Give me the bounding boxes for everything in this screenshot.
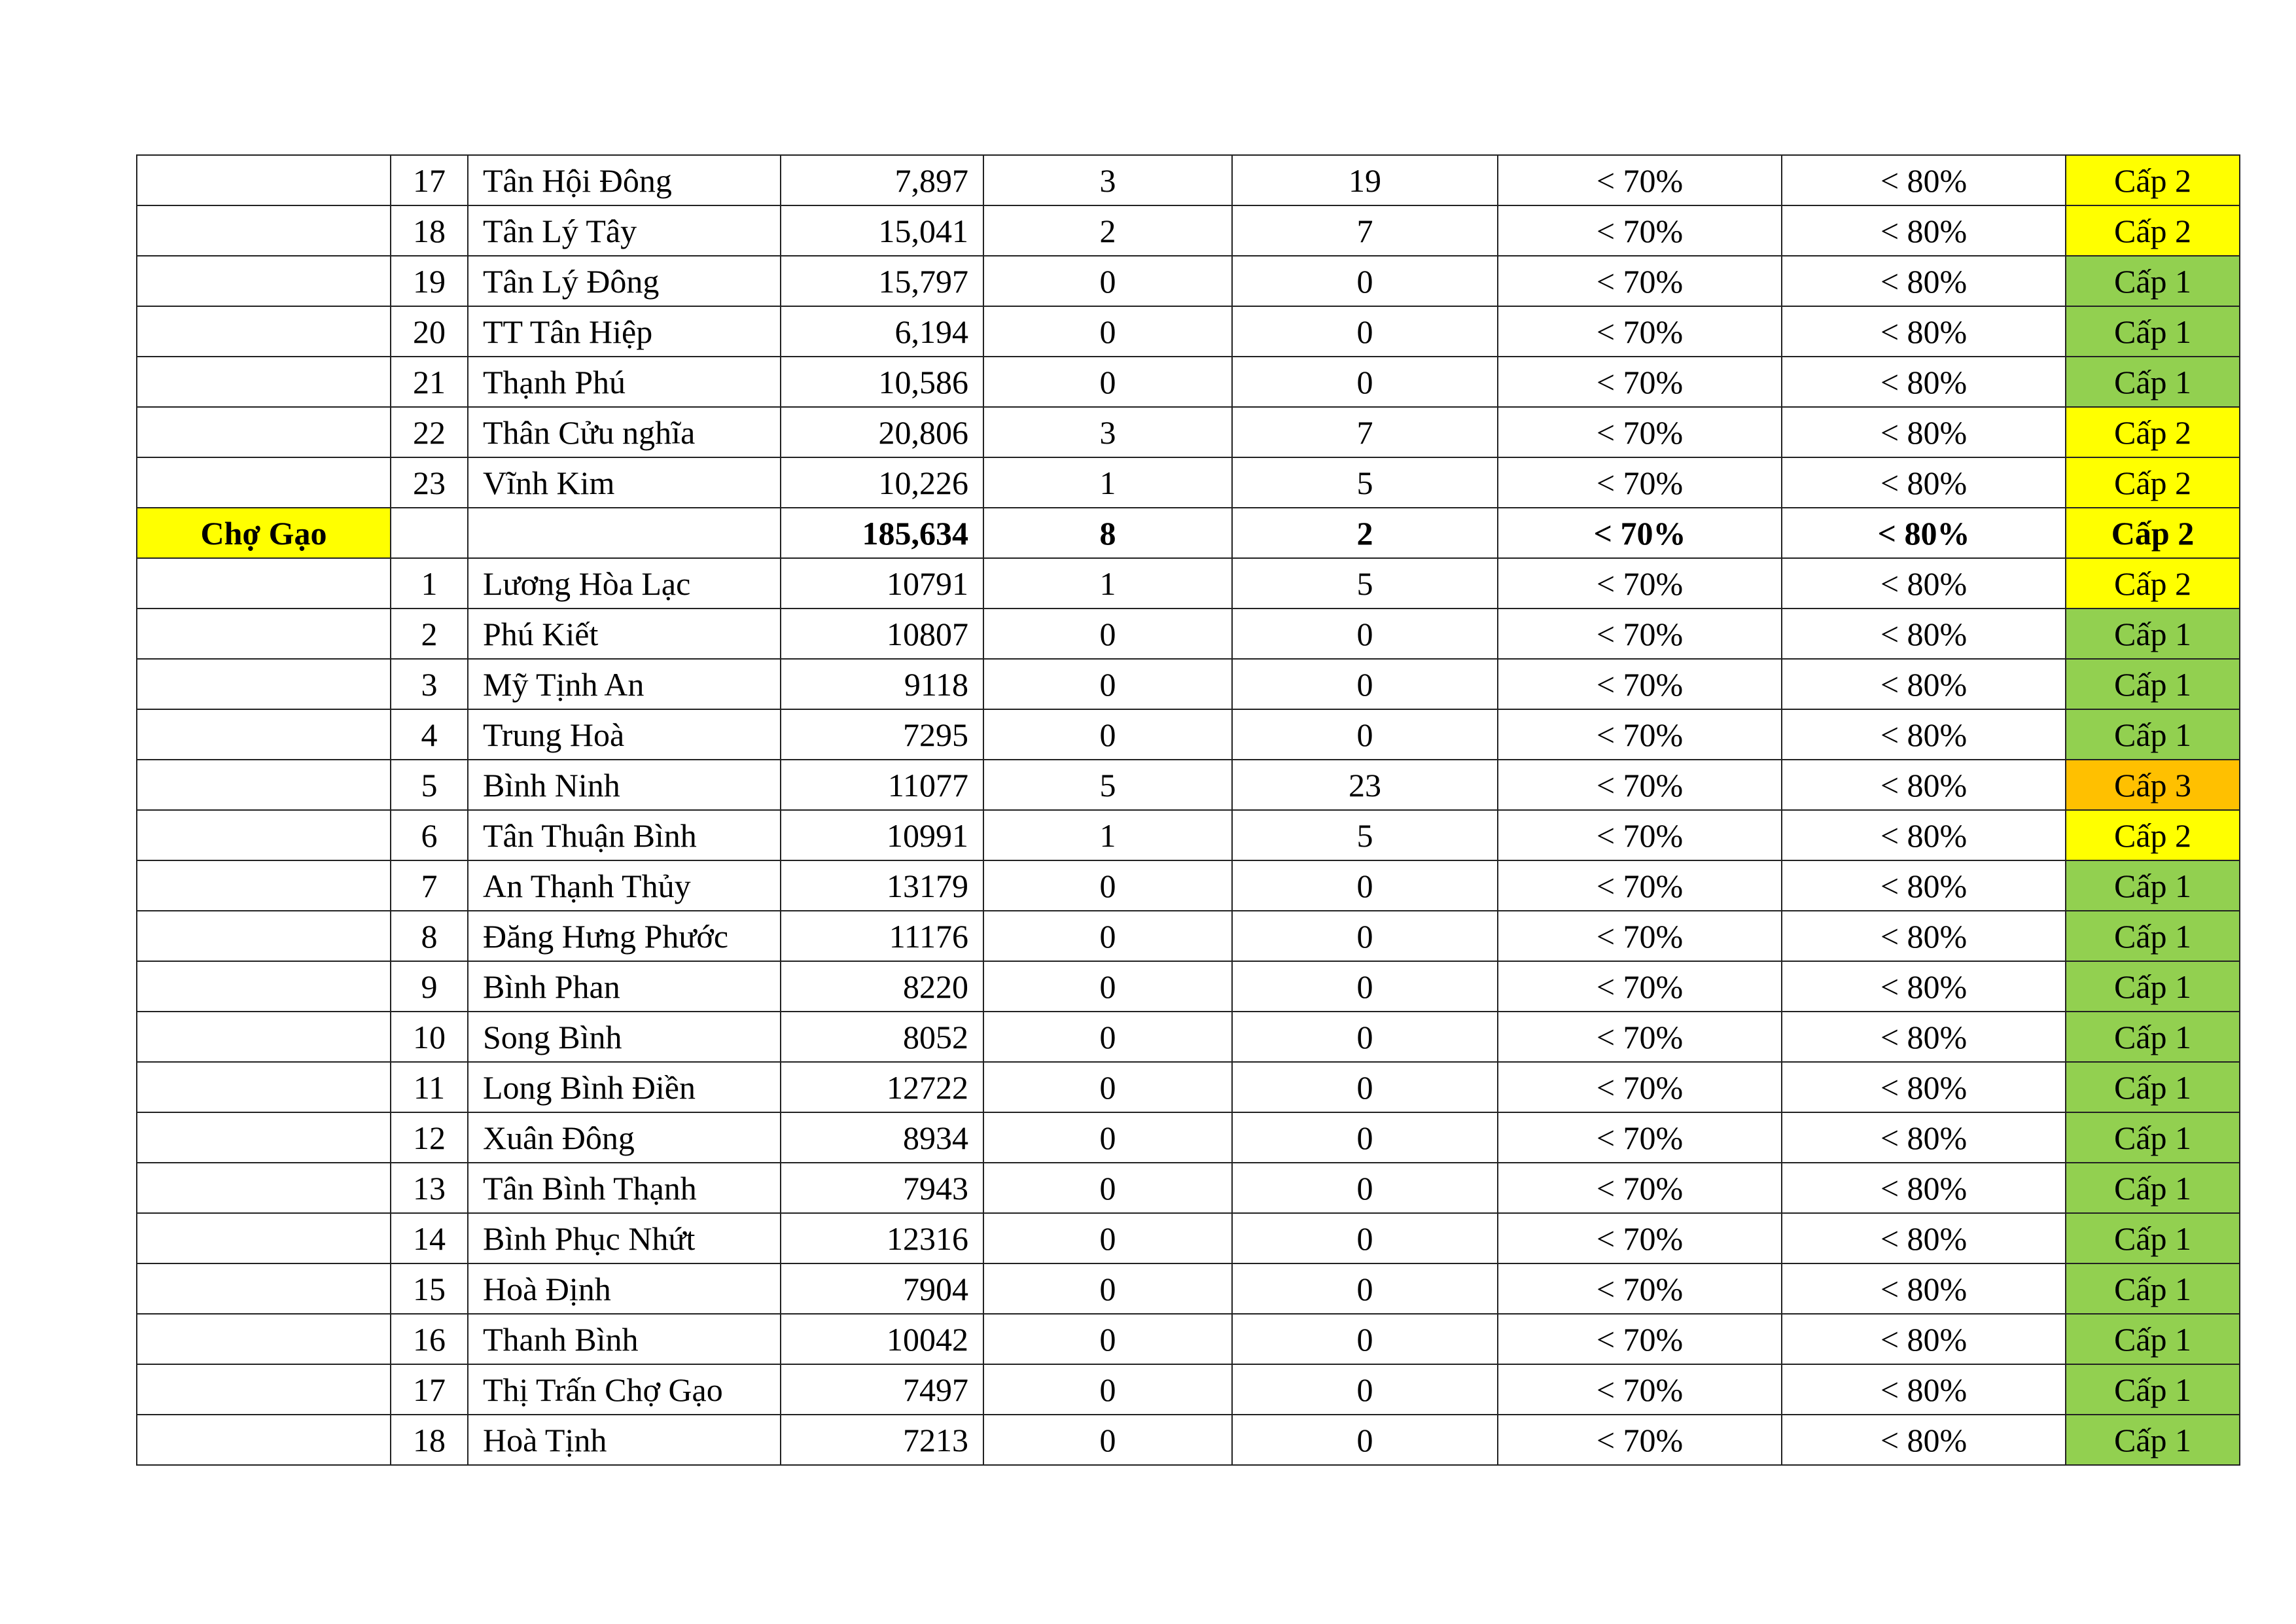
index-cell: 9 <box>391 961 468 1012</box>
commune-name-cell: Thị Trấn Chợ Gạo <box>468 1364 781 1415</box>
count-b-cell: 0 <box>1232 1364 1498 1415</box>
rate-70-cell: < 70% <box>1498 205 1782 256</box>
rate-70-cell: < 70% <box>1498 306 1782 357</box>
level-badge: Cấp 2 <box>2066 155 2240 205</box>
district-cell <box>137 558 391 609</box>
level-badge: Cấp 2 <box>2066 558 2240 609</box>
count-a-cell: 0 <box>983 1213 1232 1263</box>
population-cell: 7943 <box>781 1163 983 1213</box>
count-a-cell: 0 <box>983 357 1232 407</box>
count-b-cell: 7 <box>1232 407 1498 457</box>
commune-name-cell: Thanh Bình <box>468 1314 781 1364</box>
district-cell <box>137 1314 391 1364</box>
count-a-cell: 5 <box>983 760 1232 810</box>
index-cell: 15 <box>391 1263 468 1314</box>
commune-name-cell: Lương Hòa Lạc <box>468 558 781 609</box>
rate-70-cell: < 70% <box>1498 609 1782 659</box>
commune-name-cell: Đăng Hưng Phước <box>468 911 781 961</box>
count-b-cell: 5 <box>1232 457 1498 508</box>
table-row <box>137 306 2240 357</box>
district-cell <box>137 609 391 659</box>
level-badge: Cấp 1 <box>2066 306 2240 357</box>
rate-80-cell: < 80% <box>1782 1163 2066 1213</box>
level-badge: Cấp 1 <box>2066 357 2240 407</box>
index-cell: 14 <box>391 1213 468 1263</box>
rate-80-cell: < 80% <box>1782 1415 2066 1465</box>
rate-70-cell: < 70% <box>1498 961 1782 1012</box>
count-a-cell: 0 <box>983 1012 1232 1062</box>
count-b-cell: 19 <box>1232 155 1498 205</box>
district-cell <box>137 1364 391 1415</box>
district-cell <box>137 709 391 760</box>
level-badge: Cấp 3 <box>2066 760 2240 810</box>
index-cell: 3 <box>391 659 468 709</box>
commune-name-cell: Phú Kiết <box>468 609 781 659</box>
count-b-cell: 2 <box>1232 508 1498 558</box>
rate-80-cell: < 80% <box>1782 1112 2066 1163</box>
rate-80-cell: < 80% <box>1782 1263 2066 1314</box>
district-cell <box>137 205 391 256</box>
district-cell <box>137 357 391 407</box>
population-cell: 10,586 <box>781 357 983 407</box>
district-cell <box>137 1213 391 1263</box>
count-a-cell: 1 <box>983 558 1232 609</box>
rate-70-cell: < 70% <box>1498 508 1782 558</box>
count-b-cell: 0 <box>1232 306 1498 357</box>
index-cell: 10 <box>391 1012 468 1062</box>
count-b-cell: 7 <box>1232 205 1498 256</box>
rate-70-cell: < 70% <box>1498 1062 1782 1112</box>
table-row <box>137 810 2240 860</box>
count-a-cell: 0 <box>983 911 1232 961</box>
table-row <box>137 911 2240 961</box>
rate-80-cell: < 80% <box>1782 357 2066 407</box>
count-a-cell: 2 <box>983 205 1232 256</box>
district-cell <box>137 306 391 357</box>
rate-70-cell: < 70% <box>1498 760 1782 810</box>
rate-70-cell: < 70% <box>1498 1213 1782 1263</box>
level-badge: Cấp 1 <box>2066 1314 2240 1364</box>
commune-name-cell: Tân Lý Đông <box>468 256 781 306</box>
count-b-cell: 0 <box>1232 709 1498 760</box>
count-a-cell: 0 <box>983 256 1232 306</box>
table-row <box>137 1263 2240 1314</box>
count-a-cell: 1 <box>983 810 1232 860</box>
commune-name-cell: Song Bình <box>468 1012 781 1062</box>
population-cell: 11077 <box>781 760 983 810</box>
commune-name-cell: Hoà Tịnh <box>468 1415 781 1465</box>
index-cell: 23 <box>391 457 468 508</box>
count-a-cell: 3 <box>983 407 1232 457</box>
population-cell: 20,806 <box>781 407 983 457</box>
index-cell: 7 <box>391 860 468 911</box>
count-a-cell: 0 <box>983 860 1232 911</box>
count-b-cell: 5 <box>1232 558 1498 609</box>
commune-name-cell: Mỹ Tịnh An <box>468 659 781 709</box>
count-a-cell: 0 <box>983 1062 1232 1112</box>
commune-name-cell: Thạnh Phú <box>468 357 781 407</box>
count-a-cell: 0 <box>983 1263 1232 1314</box>
level-badge: Cấp 2 <box>2066 810 2240 860</box>
population-cell: 9118 <box>781 659 983 709</box>
district-cell: Chợ Gạo <box>137 508 391 558</box>
level-badge: Cấp 1 <box>2066 1163 2240 1213</box>
level-badge: Cấp 1 <box>2066 1213 2240 1263</box>
rate-70-cell: < 70% <box>1498 860 1782 911</box>
population-cell: 8220 <box>781 961 983 1012</box>
count-a-cell: 8 <box>983 508 1232 558</box>
district-cell <box>137 659 391 709</box>
level-badge: Cấp 2 <box>2066 407 2240 457</box>
district-cell <box>137 810 391 860</box>
count-a-cell: 0 <box>983 1364 1232 1415</box>
count-a-cell: 3 <box>983 155 1232 205</box>
table-row <box>137 1364 2240 1415</box>
commune-name-cell: Tân Thuận Bình <box>468 810 781 860</box>
level-badge: Cấp 1 <box>2066 1364 2240 1415</box>
district-summary-row <box>137 508 2240 558</box>
district-cell <box>137 457 391 508</box>
count-b-cell: 0 <box>1232 609 1498 659</box>
population-cell: 13179 <box>781 860 983 911</box>
rate-70-cell: < 70% <box>1498 659 1782 709</box>
count-b-cell: 0 <box>1232 961 1498 1012</box>
level-badge: Cấp 1 <box>2066 1062 2240 1112</box>
district-cell <box>137 1263 391 1314</box>
rate-80-cell: < 80% <box>1782 155 2066 205</box>
district-cell <box>137 961 391 1012</box>
rate-70-cell: < 70% <box>1498 1012 1782 1062</box>
table-row <box>137 1012 2240 1062</box>
district-cell <box>137 1112 391 1163</box>
index-cell: 11 <box>391 1062 468 1112</box>
population-cell: 6,194 <box>781 306 983 357</box>
level-badge: Cấp 1 <box>2066 860 2240 911</box>
count-b-cell: 0 <box>1232 357 1498 407</box>
count-a-cell: 0 <box>983 1112 1232 1163</box>
rate-80-cell: < 80% <box>1782 609 2066 659</box>
index-cell: 17 <box>391 1364 468 1415</box>
count-b-cell: 0 <box>1232 1314 1498 1364</box>
count-b-cell: 0 <box>1232 1163 1498 1213</box>
table-row <box>137 760 2240 810</box>
index-cell: 16 <box>391 1314 468 1364</box>
rate-70-cell: < 70% <box>1498 357 1782 407</box>
commune-name-cell: Tân Lý Tây <box>468 205 781 256</box>
count-a-cell: 0 <box>983 1415 1232 1465</box>
rate-70-cell: < 70% <box>1498 457 1782 508</box>
district-cell <box>137 1062 391 1112</box>
rate-70-cell: < 70% <box>1498 155 1782 205</box>
rate-80-cell: < 80% <box>1782 911 2066 961</box>
population-cell: 7497 <box>781 1364 983 1415</box>
population-cell: 7213 <box>781 1415 983 1465</box>
rate-80-cell: < 80% <box>1782 1012 2066 1062</box>
population-cell: 15,041 <box>781 205 983 256</box>
rate-70-cell: < 70% <box>1498 1263 1782 1314</box>
rate-80-cell: < 80% <box>1782 306 2066 357</box>
commune-name-cell: Thân Cửu nghĩa <box>468 407 781 457</box>
table-row <box>137 860 2240 911</box>
commune-name-cell: Trung Hoà <box>468 709 781 760</box>
population-cell: 8934 <box>781 1112 983 1163</box>
count-a-cell: 0 <box>983 709 1232 760</box>
rate-70-cell: < 70% <box>1498 1314 1782 1364</box>
table-row <box>137 1062 2240 1112</box>
commune-name-cell: Bình Phan <box>468 961 781 1012</box>
count-a-cell: 0 <box>983 961 1232 1012</box>
district-cell <box>137 911 391 961</box>
rate-70-cell: < 70% <box>1498 1415 1782 1465</box>
index-cell: 22 <box>391 407 468 457</box>
commune-name-cell <box>468 508 781 558</box>
count-b-cell: 0 <box>1232 1213 1498 1263</box>
population-cell: 10991 <box>781 810 983 860</box>
level-badge: Cấp 1 <box>2066 659 2240 709</box>
district-cell <box>137 256 391 306</box>
population-cell: 8052 <box>781 1012 983 1062</box>
table-row <box>137 1213 2240 1263</box>
district-cell <box>137 1163 391 1213</box>
level-badge: Cấp 1 <box>2066 1263 2240 1314</box>
index-cell: 18 <box>391 205 468 256</box>
table-body <box>137 155 2240 1465</box>
table-row <box>137 1163 2240 1213</box>
rate-70-cell: < 70% <box>1498 1364 1782 1415</box>
commune-name-cell: Bình Ninh <box>468 760 781 810</box>
level-badge: Cấp 1 <box>2066 609 2240 659</box>
commune-name-cell: Tân Hội Đông <box>468 155 781 205</box>
rate-80-cell: < 80% <box>1782 407 2066 457</box>
population-cell: 10807 <box>781 609 983 659</box>
rate-80-cell: < 80% <box>1782 205 2066 256</box>
rate-70-cell: < 70% <box>1498 810 1782 860</box>
count-a-cell: 0 <box>983 659 1232 709</box>
level-badge: Cấp 2 <box>2066 205 2240 256</box>
rate-80-cell: < 80% <box>1782 961 2066 1012</box>
count-b-cell: 0 <box>1232 1415 1498 1465</box>
population-cell: 15,797 <box>781 256 983 306</box>
level-badge: Cấp 1 <box>2066 1112 2240 1163</box>
population-cell: 7295 <box>781 709 983 760</box>
count-b-cell: 0 <box>1232 1062 1498 1112</box>
district-cell <box>137 155 391 205</box>
commune-name-cell: Tân Bình Thạnh <box>468 1163 781 1213</box>
level-badge: Cấp 1 <box>2066 256 2240 306</box>
count-b-cell: 0 <box>1232 659 1498 709</box>
rate-80-cell: < 80% <box>1782 457 2066 508</box>
index-cell: 13 <box>391 1163 468 1213</box>
rate-80-cell: < 80% <box>1782 659 2066 709</box>
table-row <box>137 205 2240 256</box>
count-a-cell: 0 <box>983 1314 1232 1364</box>
index-cell: 20 <box>391 306 468 357</box>
count-b-cell: 5 <box>1232 810 1498 860</box>
population-cell: 10791 <box>781 558 983 609</box>
district-cell <box>137 760 391 810</box>
index-cell: 19 <box>391 256 468 306</box>
table-row <box>137 155 2240 205</box>
population-cell: 7,897 <box>781 155 983 205</box>
count-a-cell: 0 <box>983 306 1232 357</box>
index-cell: 8 <box>391 911 468 961</box>
index-cell: 21 <box>391 357 468 407</box>
commune-name-cell: TT Tân Hiệp <box>468 306 781 357</box>
level-badge: Cấp 1 <box>2066 911 2240 961</box>
rate-70-cell: < 70% <box>1498 1163 1782 1213</box>
table-row <box>137 357 2240 407</box>
population-cell: 12722 <box>781 1062 983 1112</box>
level-badge: Cấp 1 <box>2066 961 2240 1012</box>
population-cell: 10042 <box>781 1314 983 1364</box>
level-badge: Cấp 2 <box>2066 457 2240 508</box>
index-cell: 2 <box>391 609 468 659</box>
index-cell: 18 <box>391 1415 468 1465</box>
level-badge: Cấp 1 <box>2066 709 2240 760</box>
rate-80-cell: < 80% <box>1782 1364 2066 1415</box>
count-a-cell: 0 <box>983 609 1232 659</box>
rate-80-cell: < 80% <box>1782 709 2066 760</box>
table-row <box>137 558 2240 609</box>
count-b-cell: 0 <box>1232 860 1498 911</box>
count-b-cell: 0 <box>1232 911 1498 961</box>
commune-name-cell: Hoà Định <box>468 1263 781 1314</box>
index-cell: 6 <box>391 810 468 860</box>
rate-80-cell: < 80% <box>1782 860 2066 911</box>
rate-80-cell: < 80% <box>1782 558 2066 609</box>
population-cell: 7904 <box>781 1263 983 1314</box>
commune-name-cell: Long Bình Điền <box>468 1062 781 1112</box>
rate-70-cell: < 70% <box>1498 911 1782 961</box>
count-a-cell: 1 <box>983 457 1232 508</box>
district-cell <box>137 1012 391 1062</box>
level-badge: Cấp 1 <box>2066 1012 2240 1062</box>
rate-80-cell: < 80% <box>1782 810 2066 860</box>
count-b-cell: 0 <box>1232 256 1498 306</box>
count-b-cell: 0 <box>1232 1112 1498 1163</box>
rate-80-cell: < 80% <box>1782 1213 2066 1263</box>
table-row <box>137 256 2240 306</box>
rate-70-cell: < 70% <box>1498 256 1782 306</box>
data-table <box>136 154 2240 1466</box>
index-cell: 4 <box>391 709 468 760</box>
index-cell: 17 <box>391 155 468 205</box>
level-badge: Cấp 2 <box>2066 508 2240 558</box>
district-cell <box>137 1415 391 1465</box>
index-cell: 12 <box>391 1112 468 1163</box>
table-row <box>137 457 2240 508</box>
index-cell: 1 <box>391 558 468 609</box>
commune-name-cell: Vĩnh Kim <box>468 457 781 508</box>
table-row <box>137 659 2240 709</box>
table-row <box>137 1112 2240 1163</box>
table-row <box>137 1314 2240 1364</box>
commune-name-cell: Xuân Đông <box>468 1112 781 1163</box>
population-cell: 11176 <box>781 911 983 961</box>
table-row <box>137 709 2240 760</box>
population-cell: 10,226 <box>781 457 983 508</box>
rate-70-cell: < 70% <box>1498 407 1782 457</box>
rate-80-cell: < 80% <box>1782 256 2066 306</box>
count-b-cell: 0 <box>1232 1012 1498 1062</box>
district-cell <box>137 407 391 457</box>
level-badge: Cấp 1 <box>2066 1415 2240 1465</box>
rate-70-cell: < 70% <box>1498 558 1782 609</box>
table-row <box>137 1415 2240 1465</box>
count-b-cell: 0 <box>1232 1263 1498 1314</box>
population-cell: 12316 <box>781 1213 983 1263</box>
table-row <box>137 407 2240 457</box>
table-row <box>137 961 2240 1012</box>
rate-80-cell: < 80% <box>1782 508 2066 558</box>
rate-70-cell: < 70% <box>1498 1112 1782 1163</box>
commune-name-cell: An Thạnh Thủy <box>468 860 781 911</box>
index-cell: 5 <box>391 760 468 810</box>
count-b-cell: 23 <box>1232 760 1498 810</box>
district-cell <box>137 860 391 911</box>
index-cell <box>391 508 468 558</box>
rate-80-cell: < 80% <box>1782 760 2066 810</box>
population-cell: 185,634 <box>781 508 983 558</box>
rate-80-cell: < 80% <box>1782 1062 2066 1112</box>
rate-80-cell: < 80% <box>1782 1314 2066 1364</box>
rate-70-cell: < 70% <box>1498 709 1782 760</box>
commune-name-cell: Bình Phục Nhứt <box>468 1213 781 1263</box>
count-a-cell: 0 <box>983 1163 1232 1213</box>
table-row <box>137 609 2240 659</box>
